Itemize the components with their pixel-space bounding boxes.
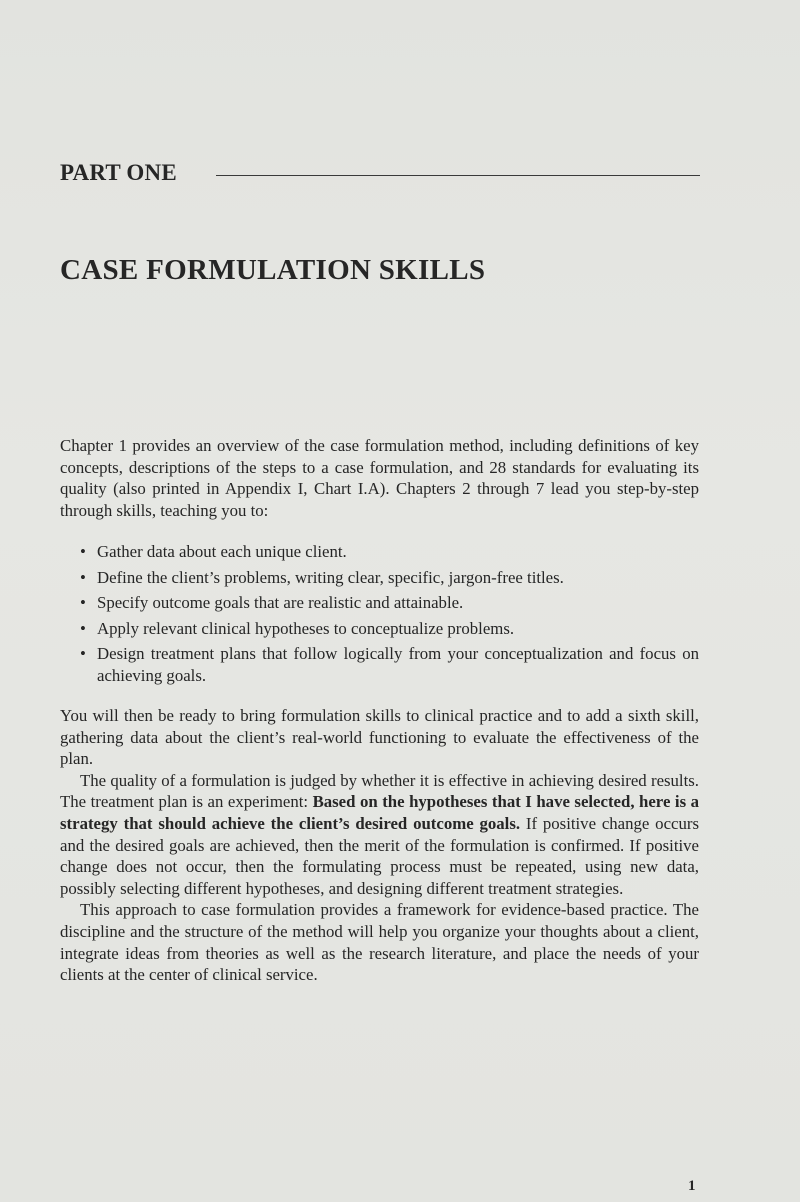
skills-bullet-list [60, 541, 699, 691]
list-item [60, 567, 699, 589]
part-title: CASE FORMULATION SKILLS [60, 254, 486, 286]
bullet-marker: • [80, 618, 86, 638]
paragraph-evidence-based-practice: This approach to case formulation provides a framework for evidence-based practice. The discipline and the structure of the method will help you organize your thoughts about a client, integrate ideas from theories as well as the research literature, and place the needs of your clients at the center of clinical service. [60, 900, 699, 985]
bullet-marker: • [80, 593, 86, 613]
paragraph-formulation-quality [60, 770, 699, 900]
emphasized-hypothesis-statement: Based on the hypotheses that I have selected, here is a strategy that should achieve the client’s desired outcome goals. [60, 792, 699, 833]
paragraph-sixth-skill: You will then be ready to bring formulation skills to clinical practice and to add a sixth skill, gathering data about the client’s real-world functioning to evaluate the effectiveness of the plan. [60, 706, 699, 769]
paragraph-text: The quality of a formulation is judged by whether it is effective in achieving desired results. The treatment plan is an experiment: [60, 770, 699, 812]
bullet-marker: • [80, 644, 86, 664]
bullet-text: Define the client’s problems, writing clear, specific, jargon-free titles. [97, 567, 564, 587]
body-text [60, 705, 699, 986]
list-item [60, 643, 699, 686]
part-heading-rule [216, 175, 700, 176]
list-item [60, 541, 699, 563]
page-number: 1 [688, 1178, 696, 1194]
bullet-marker: • [80, 542, 86, 561]
list-item [60, 618, 699, 640]
part-label: PART ONE [60, 160, 177, 185]
intro-paragraph: Chapter 1 provides an overview of the case formulation method, including definitions of key concepts, descriptions of the steps to a case formulation, and 28 standards for evaluating its quality (also printed in Appendix I, Chart I.A). Chapters 2 through 7 lead you step-by-step through skills, teaching you to: [60, 436, 699, 520]
list-item [60, 592, 699, 614]
bullet-marker: • [80, 567, 86, 587]
bullet-text: Gather data about each unique client. [97, 542, 347, 561]
bullet-text: Specify outcome goals that are realistic and attainable. [97, 593, 464, 613]
bullet-text: Design treatment plans that follow logically from your conceptualization and focus on achieving goals. [97, 644, 699, 685]
bullet-text: Apply relevant clinical hypotheses to conceptualize problems. [97, 618, 515, 638]
paragraph-text: If positive change occurs and the desired goals are achieved, then the merit of the formulation is confirmed. If positive change does not occur, then the formulating process must be repeated, using new data, possibly selecting different hypotheses, and designing different treatment strategies. [60, 813, 699, 898]
